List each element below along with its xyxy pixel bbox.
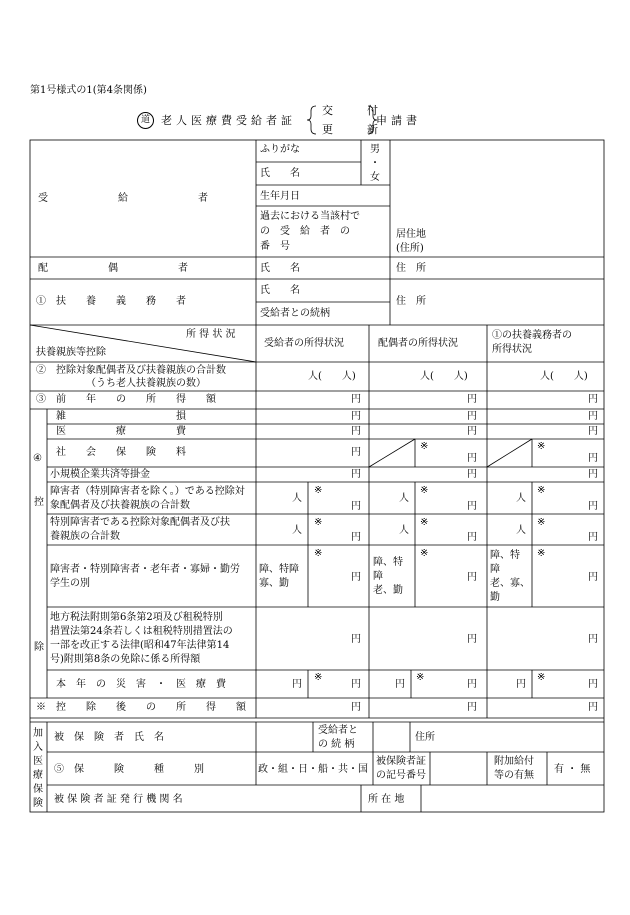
relation-label-line1: 受給者と <box>318 725 358 736</box>
yen-unit: 円 <box>588 679 598 690</box>
dependents-supporter: 人( 人) <box>540 371 588 382</box>
insured-name-label: 被 保 険 者 氏 名 <box>54 732 164 743</box>
row-casualty-loss: 雑 損 <box>56 411 186 422</box>
insurance-side-1: 加 <box>33 728 43 739</box>
col-spouse-income: 配偶者の所得状況 <box>378 338 458 349</box>
sex-female: 女 <box>370 172 380 183</box>
row-special-disabled-line2: 養親族の合計数 <box>50 531 120 542</box>
person-unit: 人 <box>292 493 302 504</box>
title-option-issue: 交 付 <box>322 104 382 117</box>
title-option-renew: 更 新 <box>322 123 382 136</box>
row-small-business: 小規模企業共済等掛金 <box>50 469 150 480</box>
category-supporter-line1: 障、特 <box>490 550 520 561</box>
row-category-line1: 障害者・特別障害者・老年者・寡婦・勤労 <box>50 564 240 575</box>
residence-sub-label: (住所) <box>396 243 424 254</box>
sex-dot: ・ <box>370 158 380 169</box>
yen-unit: 円 <box>467 426 477 437</box>
category-spouse-line2: 障 <box>373 571 383 582</box>
yen-unit: 円 <box>351 447 361 458</box>
residence-label: 居住地 <box>396 229 426 240</box>
past-number-line1: 過去における当該村で <box>260 211 360 222</box>
deduction-kanji-1: 控 <box>34 497 44 508</box>
yen-unit: 円 <box>395 679 405 690</box>
yen-unit: 円 <box>588 394 598 405</box>
mark-asterisk: ※ <box>314 485 323 496</box>
category-recipient-line1: 障、特障 <box>259 564 299 575</box>
mark-asterisk: ※ <box>537 441 546 452</box>
yen-unit: 円 <box>351 426 361 437</box>
yen-unit: 円 <box>467 469 477 480</box>
insurance-side-5: 保 <box>33 784 43 795</box>
yen-unit: 円 <box>351 532 361 543</box>
row-disabled-line2: 象配偶者及び扶養親族の合計数 <box>50 500 190 511</box>
category-supporter-line3: 老、寡、 <box>490 578 530 589</box>
birth-label: 生年月日 <box>260 191 300 202</box>
mark-asterisk: ※ <box>314 517 323 528</box>
yen-unit: 円 <box>588 501 598 512</box>
yen-unit: 円 <box>351 411 361 422</box>
row-social-insurance: 社 会 保 険 料 <box>56 447 186 458</box>
spouse-name-label: 氏 名 <box>260 263 300 274</box>
title-suffix: 申請書 <box>376 114 421 127</box>
yen-unit: 円 <box>467 679 477 690</box>
mark-asterisk: ※ <box>537 485 546 496</box>
mark-asterisk: ※ <box>420 517 429 528</box>
col-supporter-income-line1: ①の扶養義務者の <box>492 330 572 341</box>
insurance-side-6: 険 <box>33 798 43 809</box>
additional-benefit-options: 有 ・ 無 <box>554 764 591 775</box>
yen-unit: 円 <box>292 679 302 690</box>
relation-label-line2: の 続 柄 <box>318 739 355 750</box>
yen-unit: 円 <box>351 469 361 480</box>
mark-asterisk: ※ <box>314 548 323 559</box>
yen-unit: 円 <box>588 411 598 422</box>
issuer-location-label: 所 在 地 <box>368 794 405 805</box>
person-unit: 人 <box>516 493 526 504</box>
recipient-label: 受 給 者 <box>38 193 208 204</box>
row-category-line2: 学生の別 <box>50 578 90 589</box>
additional-benefit-label-line1: 附加給付 <box>494 756 534 767</box>
spouse-address-label: 住 所 <box>396 263 426 274</box>
row-local-tax-line1: 地方税法附則第6条第2項及び租税特別 <box>50 612 223 623</box>
row-dependents-line1: ② 控除対象配偶者及び扶養親族の合計数 <box>36 365 226 376</box>
yen-unit: 円 <box>588 634 598 645</box>
yen-unit: 円 <box>351 501 361 512</box>
person-unit: 人 <box>399 525 409 536</box>
yen-unit: 円 <box>588 702 598 713</box>
insurance-type-options: 政・組・日・船・共・国 <box>258 764 368 775</box>
yen-unit: 円 <box>467 411 477 422</box>
yen-unit: 円 <box>351 702 361 713</box>
insurance-type-label: ⑤ 保 険 種 別 <box>54 764 204 775</box>
row-disaster-medical: 本 年 の 災 害 ・ 医 療 費 <box>56 679 226 690</box>
mark-asterisk: ※ <box>537 517 546 528</box>
mark-asterisk: ※ <box>537 672 546 683</box>
yen-unit: 円 <box>467 394 477 405</box>
insurance-side-3: 医 <box>33 756 43 767</box>
row-medical: 医 療 費 <box>56 426 186 437</box>
yen-unit: 円 <box>467 572 477 583</box>
category-recipient-line2: 寡、勤 <box>259 578 289 589</box>
yen-unit: 円 <box>588 532 598 543</box>
category-spouse-line1: 障、特 <box>373 557 403 568</box>
insurance-side-2: 入 <box>33 742 43 753</box>
mark-asterisk: ※ <box>420 441 429 452</box>
mark-asterisk: ※ <box>416 672 425 683</box>
deduction-number: ④ <box>33 453 42 464</box>
person-unit: 人 <box>399 493 409 504</box>
sex-male: 男 <box>370 144 380 155</box>
row-local-tax-line2: 措置法第24条若しくは租税特別措置法の <box>50 626 233 637</box>
insurance-side-4: 療 <box>33 770 43 781</box>
prefecture-stamp: 道 <box>137 112 154 129</box>
row-prev-income: ③ 前 年 の 所 得 額 <box>36 394 216 405</box>
card-number-label-line2: の記号番号 <box>376 770 426 781</box>
income-header-diag-bottom: 扶養親族等控除 <box>36 347 106 358</box>
row-local-tax-line4: 号)附則第8条の免除に係る所得額 <box>50 654 201 665</box>
additional-benefit-label-line2: 等の有無 <box>494 770 534 781</box>
yen-unit: 円 <box>467 532 477 543</box>
yen-unit: 円 <box>588 453 598 464</box>
card-number-label-line1: 被保険者証 <box>376 756 426 767</box>
mark-asterisk: ※ <box>314 672 323 683</box>
row-disabled-line1: 障害者（特別障害者を除く。）である控除対 <box>50 486 245 497</box>
mark-asterisk: ※ <box>420 548 429 559</box>
supporter-label: ① 扶 養 義 務 者 <box>36 296 186 307</box>
category-supporter-line4: 勤 <box>490 592 500 603</box>
supporter-name-label: 氏 名 <box>260 285 300 296</box>
yen-unit: 円 <box>467 634 477 645</box>
yen-unit: 円 <box>467 453 477 464</box>
row-dependents-line2: （うち老人扶養親族の数） <box>86 378 206 389</box>
spouse-label: 配 偶 者 <box>38 263 188 274</box>
row-local-tax-line3: 一部を改正する法律(昭和47年法律第14 <box>50 640 230 651</box>
recipient-name-label: 氏 名 <box>260 168 300 179</box>
supporter-relation-label: 受給者との続柄 <box>260 308 330 319</box>
yen-unit: 円 <box>351 394 361 405</box>
col-recipient-income: 受給者の所得状況 <box>264 338 344 349</box>
income-header-diag-top: 所 得 状 況 <box>186 329 236 340</box>
insured-address-label: 住所 <box>415 732 435 743</box>
yen-unit: 円 <box>467 501 477 512</box>
supporter-address-label: 住 所 <box>396 296 426 307</box>
row-income-after-deduction: ※ 控 除 後 の 所 得 額 <box>36 702 246 713</box>
deduction-kanji-2: 除 <box>34 642 44 653</box>
mark-asterisk: ※ <box>420 485 429 496</box>
person-unit: 人 <box>292 525 302 536</box>
issuer-label: 被 保 険 者 証 発 行 機 関 名 <box>54 794 183 805</box>
yen-unit: 円 <box>588 572 598 583</box>
mark-asterisk: ※ <box>537 548 546 559</box>
dependents-recipient: 人( 人) <box>308 371 356 382</box>
form-title: 老人医療費受給者証 <box>161 114 296 127</box>
yen-unit: 円 <box>588 426 598 437</box>
yen-unit: 円 <box>351 679 361 690</box>
past-number-line2: の 受 給 者 の <box>260 226 350 237</box>
form-number: 第1号様式の1(第4条関係) <box>30 85 147 96</box>
yen-unit: 円 <box>351 634 361 645</box>
yen-unit: 円 <box>351 572 361 583</box>
person-unit: 人 <box>516 525 526 536</box>
col-supporter-income-line2: 所得状況 <box>492 344 532 355</box>
past-number-line3: 番 号 <box>260 241 290 252</box>
yen-unit: 円 <box>588 469 598 480</box>
category-supporter-line2: 障 <box>490 564 500 575</box>
dependents-spouse: 人( 人) <box>420 371 468 382</box>
furigana-label: ふりがな <box>260 144 300 155</box>
yen-unit: 円 <box>516 679 526 690</box>
row-special-disabled-line1: 特別障害者である控除対象配偶者及び扶 <box>50 517 230 528</box>
category-spouse-line3: 老、勤 <box>373 585 403 596</box>
yen-unit: 円 <box>467 702 477 713</box>
